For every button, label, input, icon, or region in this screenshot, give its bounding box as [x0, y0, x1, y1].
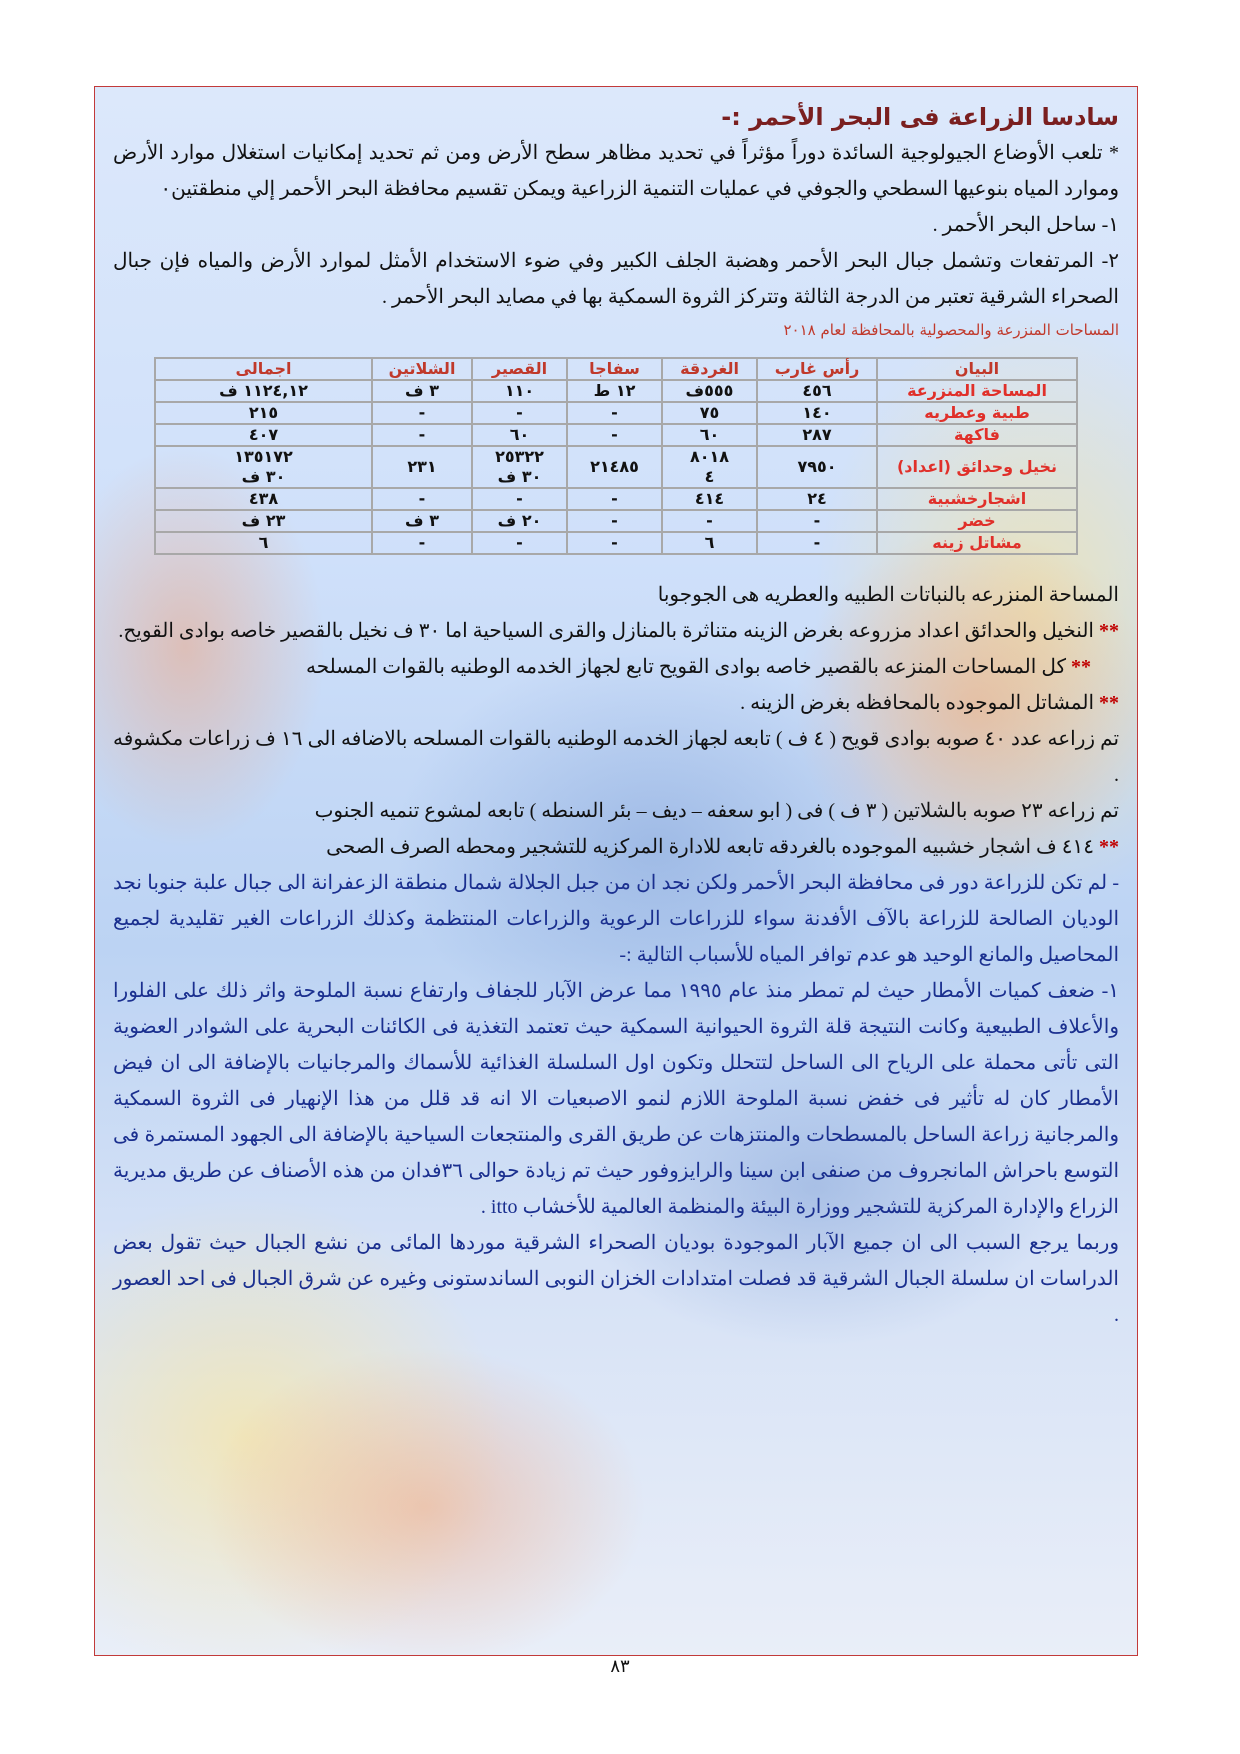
- table-cell: ٤٠٧: [155, 424, 372, 446]
- table-caption: المساحات المنزرعة والمحصولية بالمحافظة لعام ٢٠١٨: [783, 321, 1119, 339]
- table-cell: -: [567, 510, 662, 532]
- table-cell: -: [662, 510, 757, 532]
- note-line: [113, 577, 1119, 613]
- header-cell: رأس غارب: [757, 358, 877, 380]
- table-cell: ٦: [662, 532, 757, 554]
- table-cell: ٢٥٣٢٢ ٣٠ ف: [472, 446, 567, 488]
- note-line: [113, 649, 1119, 685]
- row-label: خضر: [877, 510, 1077, 532]
- table-cell: -: [567, 402, 662, 424]
- note-text: كل المساحات المنزعه بالقصير خاصه بوادى القويح تابع لجهاز الخدمه الوطنيه بالقوات المسلحه: [305, 656, 1066, 678]
- note-star: **: [1071, 656, 1091, 678]
- table-cell: -: [372, 532, 472, 554]
- table-cell: ٢١٥: [155, 402, 372, 424]
- table-cell: ٨٠١٨ ٤: [662, 446, 757, 488]
- note-line: [113, 829, 1119, 865]
- table-cell: ٧٥: [662, 402, 757, 424]
- table-header-row: [155, 358, 1077, 380]
- table-cell: ٣ ف: [372, 380, 472, 402]
- note-text: المشاتل الموجوده بالمحافظه بغرض الزينه .: [740, 692, 1094, 714]
- table-cell: ٣ ف: [372, 510, 472, 532]
- table-cell: -: [757, 532, 877, 554]
- table-cell: ٢٣ ف: [155, 510, 372, 532]
- note-star: **: [1099, 836, 1119, 858]
- table-cell: ٢٨٧: [757, 424, 877, 446]
- table-cell: -: [472, 402, 567, 424]
- body-paragraph-intro: - لم تكن للزراعة دور فى محافظة البحر الأحمر ولكن نجد ان من جبل الجلالة شمال منطقة الزعفرانة الى جبال علبة جنوبا نجد الوديان الصالحة للزراعة بالآف الأفدنة سواء للزراعات الرعوية والزراعات المنتظمة وكذلك الزراعات الغير تقليدية لجميع المحاصيل والمانع الوحيد هو عدم توافر المياه للأسباب التالية :-: [113, 872, 1120, 966]
- row-label: طبية وعطريه: [877, 402, 1077, 424]
- page-content: [113, 97, 1119, 1333]
- table-cell: ٢٠ ف: [472, 510, 567, 532]
- body-paragraph-rain: ١- ضعف كميات الأمطار حيث لم تمطر منذ عام ١٩٩٥ مما عرض الآبار للجفاف وارتفاع نسبة الملوحة واثر ذلك على الفلورا والأعلاف الطبيعية وكانت النتيجة قلة الثروة الحيوانية السمكية حيث تعتمد التغذية فى الكائنات البحرية على الشوادر العضوية التى تأتى محملة على الرياح الى الساحل لتتحلل وتكون اول السلسلة الغذائية للأسماك والمرجانيات بالإضافة الى ان فيض الأمطار كان له تأثير فى خفض نسبة الملوحة اللازم لنمو الاصبعيات الا انه قد قلل من هذا الإنهيار فى الثروة السمكية والمرجانية زراعة الساحل بالمسطحات والمنتزهات عن طريق القرى والمنتجعات السياحية بالإضافة الى الجهود المستمرة فى التوسع باحراش المانجروف من صنفى ابن سينا والرايزوفور حيث تم زيادة حوالى ٣٦فدان من هذه الأصناف عن طريق مديرية الزراع والإدارة المركزية للتشجير ووزارة البيئة والمنظمة العالمية للأخشاب itto .: [113, 980, 1120, 1218]
- note-line: [113, 685, 1119, 721]
- header-cell: الشلاتين: [372, 358, 472, 380]
- note-line: [113, 793, 1119, 829]
- table-cell: ٢١٤٨٥: [567, 446, 662, 488]
- table-cell: -: [472, 488, 567, 510]
- table-cell: ٢٣١: [372, 446, 472, 488]
- table-cell: ١٢ ط: [567, 380, 662, 402]
- table-cell: -: [567, 424, 662, 446]
- header-cell: سفاجا: [567, 358, 662, 380]
- table-cell: ٤٣٨: [155, 488, 372, 510]
- note-text: تم زراعه ٢٣ صوبه بالشلاتين ( ٣ ف ) فى ( ابو سعفه – ديف – بئر السنطه ) تابعه لمشوع تنميه الجنوب: [314, 800, 1119, 822]
- table-cell: ٥٥٥ف: [662, 380, 757, 402]
- table-cell: ٦٠: [662, 424, 757, 446]
- table-cell: -: [567, 532, 662, 554]
- table-cell: ١٤٠: [757, 402, 877, 424]
- header-cell: القصير: [472, 358, 567, 380]
- table-cell: -: [567, 488, 662, 510]
- table-cell: -: [372, 424, 472, 446]
- table-cell: ٦٠: [472, 424, 567, 446]
- header-cell: اجمالى: [155, 358, 372, 380]
- table-row: [155, 380, 1077, 402]
- page-frame: [94, 86, 1138, 1656]
- intro-item-coast: ١- ساحل البحر الأحمر .: [932, 214, 1119, 236]
- note-line: [113, 613, 1119, 649]
- header-cell: الغردقة: [662, 358, 757, 380]
- note-line: [113, 721, 1119, 793]
- table-row: [155, 488, 1077, 510]
- table-cell: ١١٠: [472, 380, 567, 402]
- table-cell: -: [472, 532, 567, 554]
- table-row: [155, 510, 1077, 532]
- note-text: تم زراعه عدد ٤٠ صوبه بوادى قويح ( ٤ ف ) تابعه لجهاز الخدمه الوطنيه بالقوات المسلحه بالاضافه الى ١٦ ف زراعات مكشوفه .: [113, 728, 1120, 786]
- section-title: سادسا الزراعة فى البحر الأحمر :-: [721, 103, 1119, 131]
- row-label: المساحة المنزرعة: [877, 380, 1077, 402]
- row-label: فاكهة: [877, 424, 1077, 446]
- row-label: نخيل وحدائق (اعداد): [877, 446, 1077, 488]
- table-cell: ٤٥٦: [757, 380, 877, 402]
- intro-item-highlands: ٢- المرتفعات وتشمل جبال البحر الأحمر وهضبة الجلف الكبير وفي ضوء الاستخدام الأمثل لموارد الأرض والمياه فإن جبال الصحراء الشرقية تعتبر من الدرجة الثالثة وتتركز الثروة السمكية بها في مصايد البحر الأحمر .: [113, 250, 1119, 308]
- table-cell: -: [757, 510, 877, 532]
- table-cell: -: [372, 402, 472, 424]
- table-row: [155, 402, 1077, 424]
- table-cell: -: [372, 488, 472, 510]
- page-number: ٨٣: [610, 1656, 630, 1676]
- note-star: **: [1099, 620, 1119, 642]
- table-cell: ٧٩٥٠: [757, 446, 877, 488]
- note-text: ٤١٤ ف اشجار خشبيه الموجوده بالغردقه تابعه للادارة المركزيه للتشجير ومحطه الصرف الصحى: [326, 836, 1094, 858]
- header-cell: البيان: [877, 358, 1077, 380]
- table-row: [155, 446, 1077, 488]
- body-paragraph-wells: وربما يرجع السبب الى ان جميع الآبار الموجودة بوديان الصحراء الشرقية موردها المائى من نشع الجبال حيث تقول بعض الدراسات ان سلسلة الجبال الشرقية قد فصلت امتدادات الخزان النوبى الساندستونى وغيره عن شرق الجبال فى احد العصور .: [113, 1232, 1119, 1326]
- notes: [113, 577, 1119, 865]
- note-text: النخيل والحدائق اعداد مزروعه بغرض الزينه متناثرة بالمنازل والقرى السياحية اما ٣٠ ف نخيل بالقصير خاصه بوادى القويح.: [118, 620, 1094, 642]
- table-cell: ١٣٥١٧٢ ٣٠ ف: [155, 446, 372, 488]
- row-label: اشجارخشبية: [877, 488, 1077, 510]
- table-cell: ٤١٤: [662, 488, 757, 510]
- table-row: [155, 424, 1077, 446]
- note-star: **: [1099, 692, 1119, 714]
- table-row: [155, 532, 1077, 554]
- note-text: المساحة المنزرعه بالنباتات الطبيه والعطريه هى الجوجوبا: [657, 584, 1119, 606]
- table-cell: ٢٤: [757, 488, 877, 510]
- intro-paragraph: * تلعب الأوضاع الجيولوجية السائدة دوراً مؤثراً في تحديد مظاهر سطح الأرض ومن ثم تحديد إمكانيات استغلال موارد الأرض وموارد المياه بنوعيها السطحي والجوفي في عمليات التنمية الزراعية ويمكن تقسيم محافظة البحر الأحمر إلي منطقتين٠: [113, 142, 1119, 200]
- cultivated-areas-table: [154, 357, 1078, 555]
- table-cell: ٦: [155, 532, 372, 554]
- row-label: مشاتل زينه: [877, 532, 1077, 554]
- table-cell: ١١٢٤,١٢ ف: [155, 380, 372, 402]
